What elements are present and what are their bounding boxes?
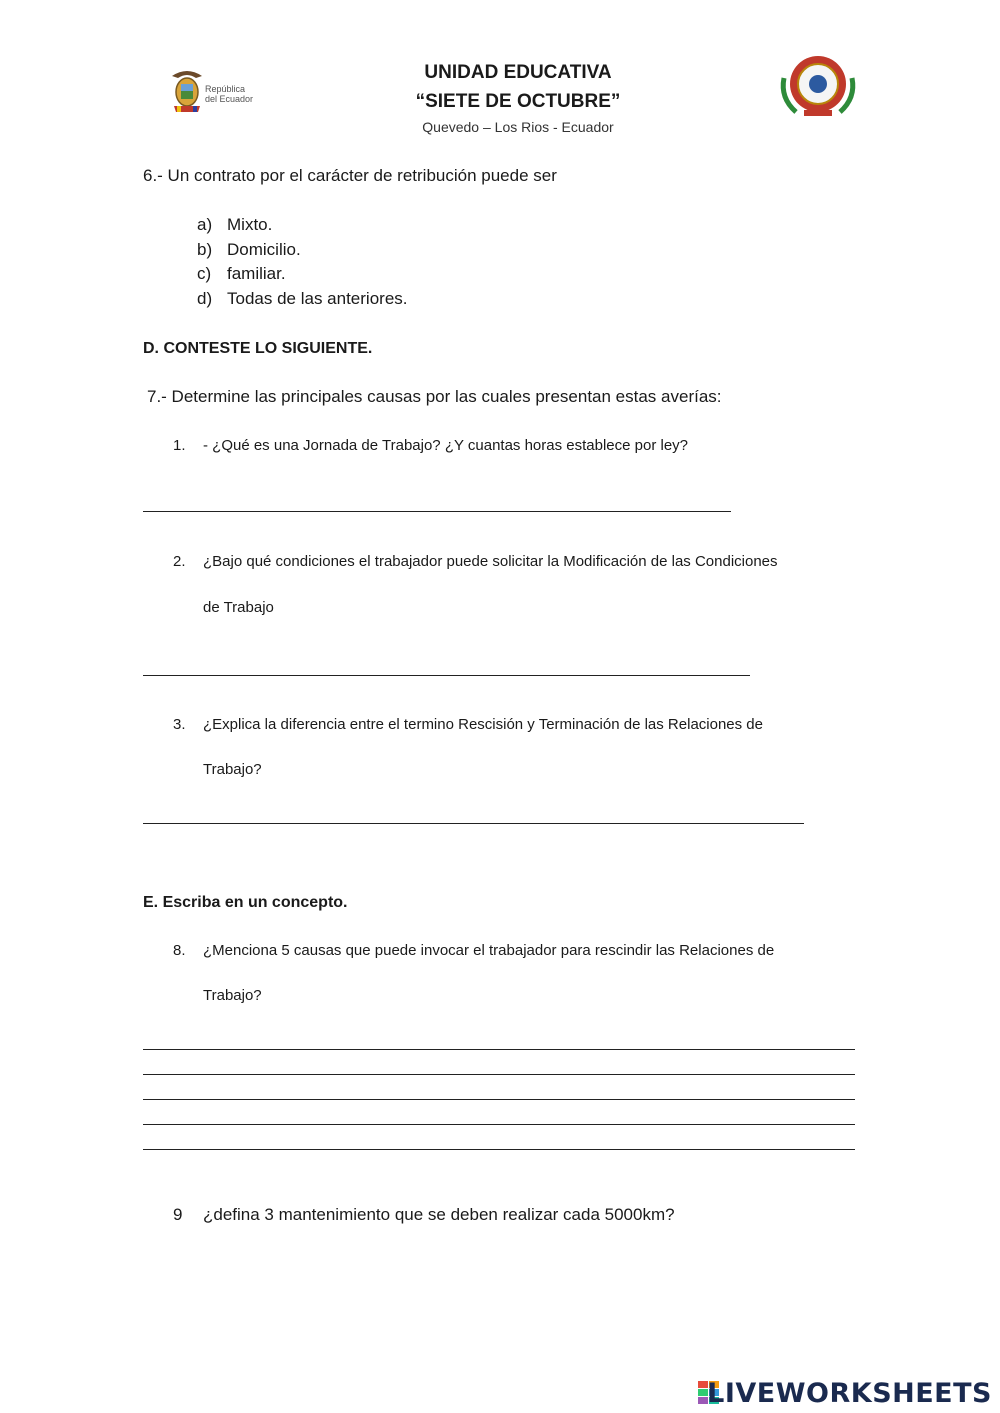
item-1-text: - ¿Qué es una Jornada de Trabajo? ¿Y cuantas horas establece por ley? [203, 437, 689, 454]
answer-line-2[interactable] [143, 675, 750, 676]
option-c[interactable] [197, 264, 286, 284]
section-e-title: E. Escriba en un concepto. [143, 894, 348, 911]
answer-line-8c[interactable] [143, 1099, 855, 1100]
answer-line-8a[interactable] [143, 1049, 855, 1050]
question-9-number: 9 [173, 1205, 183, 1224]
school-name-line2: “SIETE DE OCTUBRE” [415, 91, 621, 112]
question-8-text-line2: Trabajo? [203, 987, 262, 1004]
option-text: Todas de las anteriores. [227, 289, 408, 308]
item-2-number: 2. [173, 553, 186, 570]
coat-of-arms-icon [168, 66, 206, 116]
logo-text-republica: República [205, 84, 246, 94]
answer-line-8b[interactable] [143, 1074, 855, 1075]
option-letter: c) [197, 264, 212, 283]
question-7: 7.- Determine las principales causas por las cuales presentan estas averías: [147, 387, 722, 406]
option-letter: a) [197, 215, 213, 234]
logo-text-ecuador: del Ecuador [205, 94, 254, 104]
item-2-text-line1: ¿Bajo qué condiciones el trabajador puede solicitar la Modificación de las Condiciones [203, 553, 778, 570]
section-d-title: D. CONTESTE LO SIGUIENTE. [143, 340, 373, 357]
item-1-number: 1. [173, 437, 186, 454]
option-letter: b) [197, 240, 213, 259]
option-d[interactable] [197, 289, 408, 309]
option-a[interactable] [197, 215, 272, 235]
question-8-number: 8. [173, 942, 186, 959]
school-emblem-icon [774, 48, 862, 120]
item-2-text-line2: de Trabajo [203, 599, 274, 616]
liveworksheets-brand[interactable]: LIVEWORKSHEETS [707, 1378, 992, 1409]
option-text: Domicilio. [227, 240, 301, 259]
answer-line-8d[interactable] [143, 1124, 855, 1125]
item-3-text-line2: Trabajo? [203, 761, 262, 778]
option-text: Mixto. [227, 215, 273, 234]
item-3-text-line1: ¿Explica la diferencia entre el termino Rescisión y Terminación de las Relaciones de [203, 716, 763, 733]
school-location: Quevedo – Los Rios - Ecuador [422, 119, 614, 135]
answer-line-3[interactable] [143, 823, 804, 824]
ecuador-logo [168, 66, 263, 118]
option-letter: d) [197, 289, 213, 308]
question-6: 6.- Un contrato por el carácter de retribución puede ser [143, 166, 557, 185]
answer-line-1[interactable] [143, 511, 731, 512]
school-emblem [774, 48, 862, 120]
question-8-text-line1: ¿Menciona 5 causas que puede invocar el trabajador para rescindir las Relaciones de [203, 942, 775, 959]
question-9-text: ¿defina 3 mantenimiento que se deben realizar cada 5000km? [203, 1205, 675, 1224]
answer-line-8e[interactable] [143, 1149, 855, 1150]
item-3-number: 3. [173, 716, 186, 733]
school-name-line1: UNIDAD EDUCATIVA [424, 62, 612, 83]
option-b[interactable] [197, 240, 301, 260]
option-text: familiar. [227, 264, 286, 283]
